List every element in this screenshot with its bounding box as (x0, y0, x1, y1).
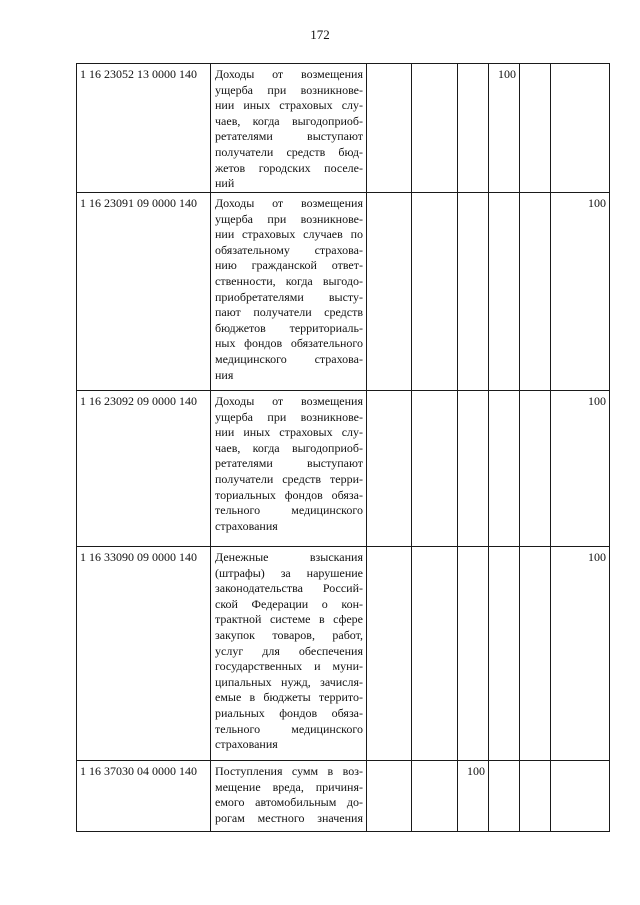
description-line: трактной системе в сфере (215, 612, 363, 627)
distribution-value: 100 (467, 764, 485, 778)
description-line: тельного медицинского (215, 721, 363, 736)
description-line: обязательному страхова- (215, 242, 363, 257)
description-line: страхования (215, 737, 278, 752)
description-line: рогам местного значения (215, 810, 363, 825)
classification-code: 1 16 23052 13 0000 140 (80, 67, 197, 81)
description-line: нию гражданской ответ- (215, 258, 363, 273)
classification-code: 1 16 37030 04 0000 140 (80, 764, 197, 778)
description-line: нии страховых случаев по (215, 227, 363, 242)
description-line: ретателями выступают (215, 129, 363, 144)
classification-code: 1 16 23091 09 0000 140 (80, 196, 197, 210)
classification-code: 1 16 23092 09 0000 140 (80, 394, 197, 408)
description-line: ственности, когда выгодо- (215, 273, 363, 288)
description-line: ториальных фондов обяза- (215, 487, 363, 502)
distribution-value: 100 (588, 550, 606, 564)
description-line: нии иных страховых слу- (215, 425, 363, 440)
description-line: ний (215, 176, 235, 191)
table-row (76, 63, 610, 192)
description-line: жетов городских поселе- (215, 160, 363, 175)
description-line: бюджетов территориаль- (215, 320, 363, 335)
table-row (76, 192, 610, 390)
table-row (76, 760, 610, 832)
description-line: мещение вреда, причиня- (215, 779, 363, 794)
description-line: законодательства Россий- (215, 581, 363, 596)
description-line: риальных фондов обяза- (215, 705, 363, 720)
description-line: государственных и муни- (215, 659, 363, 674)
description-line: емые в бюджеты террито- (215, 690, 363, 705)
description-line: закупок товаров, работ, (215, 627, 363, 642)
description-line: ущерба при возникнове- (215, 211, 363, 226)
table-row (76, 390, 610, 546)
description-line: медицинского страхова- (215, 351, 363, 366)
description-line: Доходы от возмещения (215, 196, 363, 210)
distribution-value: 100 (498, 67, 516, 81)
description-line: емого автомобильным до- (215, 795, 363, 810)
description-line: приобретателями высту- (215, 289, 363, 304)
description-line: ущерба при возникнове- (215, 82, 363, 97)
description-line: Доходы от возмещения (215, 67, 363, 81)
distribution-value: 100 (588, 394, 606, 408)
description-line: ретателями выступают (215, 456, 363, 471)
revenue-description (215, 67, 363, 192)
revenue-description (215, 196, 363, 383)
description-line: Доходы от возмещения (215, 394, 363, 408)
description-line: ных фондов обязательного (215, 336, 363, 351)
revenue-description (215, 550, 363, 753)
description-line: пают получатели средств (215, 305, 363, 320)
classification-code: 1 16 33090 09 0000 140 (80, 550, 197, 564)
description-line: получатели средств бюд- (215, 144, 363, 159)
description-line: чаев, когда выгодоприоб- (215, 113, 363, 128)
description-line: ния (215, 367, 234, 382)
table-row (76, 546, 610, 760)
description-line: Денежные взыскания (215, 550, 363, 564)
page-number: 172 (310, 27, 330, 42)
description-line: страхования (215, 518, 278, 533)
description-line: ской Федерации о кон- (215, 596, 363, 611)
description-line: получатели средств терри- (215, 471, 363, 486)
description-line: нии иных страховых слу- (215, 98, 363, 113)
distribution-value: 100 (588, 196, 606, 210)
budget-revenue-table (76, 63, 610, 832)
description-line: услуг для обеспечения (215, 643, 363, 658)
description-line: тельного медицинского (215, 503, 363, 518)
description-line: чаев, когда выгодоприоб- (215, 440, 363, 455)
description-line: Поступления сумм в воз- (215, 764, 363, 778)
description-line: ущерба при возникнове- (215, 409, 363, 424)
description-line: ципальных нужд, зачисля- (215, 674, 363, 689)
description-line: (штрафы) за нарушение (215, 565, 363, 580)
revenue-description (215, 394, 363, 534)
revenue-description (215, 764, 363, 826)
